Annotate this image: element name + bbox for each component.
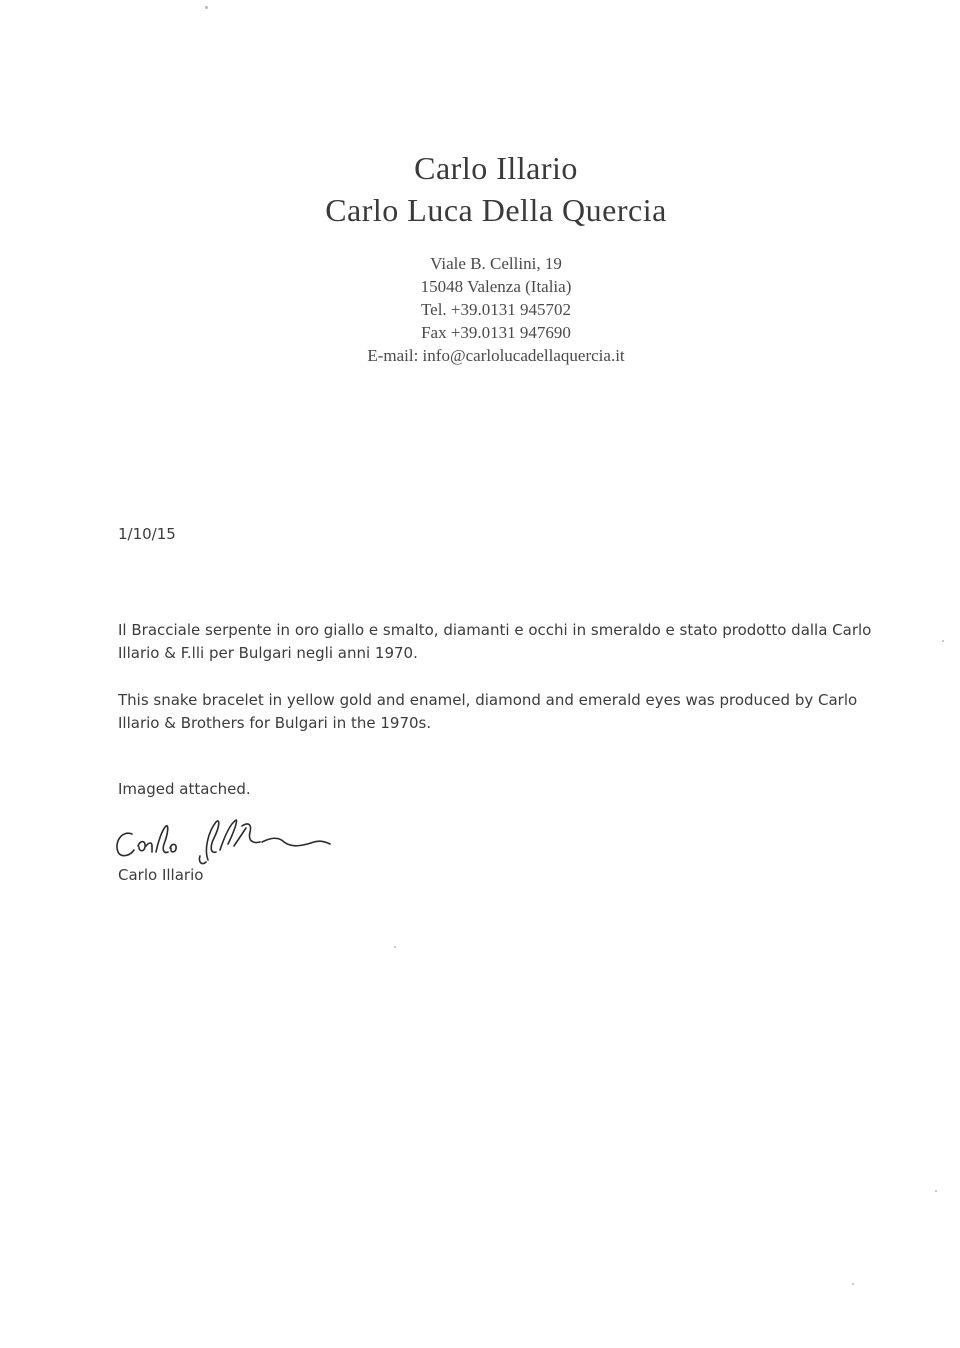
letter-date: 1/10/15 (118, 525, 176, 543)
letter-closing: Imaged attached. (118, 780, 251, 798)
address-city: 15048 Valenza (Italia) (420, 277, 572, 296)
paragraph-italian: Il Bracciale serpente in oro giallo e smalto, diamanti e occhi in smeraldo e stato prodotto dalla Carlo Illario & F.lli per Bulgari negli anni 1970. (118, 621, 872, 662)
letterhead-address-block (0, 252, 960, 367)
signer-name: Carlo Illario (118, 866, 204, 884)
address-phone: Tel. +39.0131 945702 (420, 300, 572, 319)
address-email: E-mail: info@carlolucadellaquercia.it (367, 346, 625, 365)
handwritten-signature (112, 812, 352, 872)
paragraph-english: This snake bracelet in yellow gold and enamel, diamond and emerald eyes was produced by Carlo Illario & Brothers for Bulgari in the 1970s. (118, 691, 858, 732)
paper-speck (942, 640, 944, 642)
paper-speck (852, 1283, 854, 1285)
letterhead-name-primary: Carlo Illario (414, 150, 578, 186)
letterhead-name-secondary: Carlo Luca Della Quercia (325, 192, 667, 228)
paper-speck (394, 946, 396, 948)
address-street: Viale B. Cellini, 19 (430, 254, 562, 273)
address-fax: Fax +39.0131 947690 (421, 323, 571, 342)
paper-speck (935, 1190, 937, 1192)
paper-speck (205, 6, 208, 9)
